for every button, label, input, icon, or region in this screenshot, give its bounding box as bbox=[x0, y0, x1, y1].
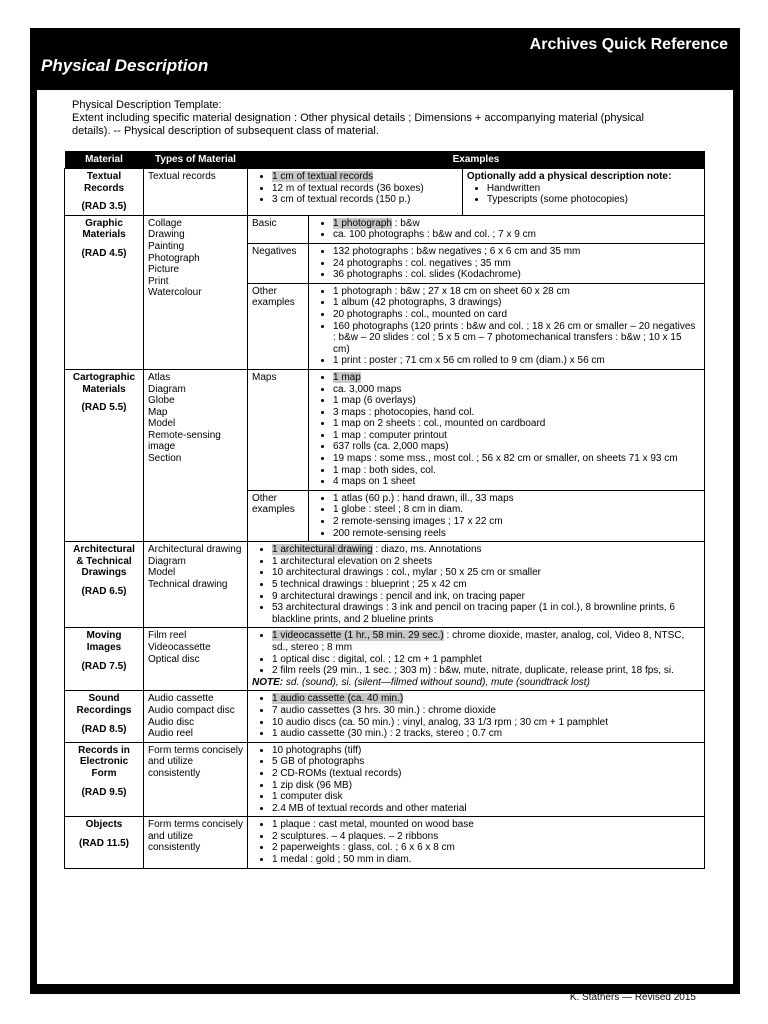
subcategory-label: Other examples bbox=[248, 283, 309, 369]
type-item: Audio cassette bbox=[148, 693, 214, 705]
types-cell bbox=[144, 628, 248, 691]
list-item: • 132 photographs : b&w negatives ; 6 x 6 cm and 35 mm bbox=[333, 246, 700, 258]
examples-list bbox=[252, 693, 700, 739]
list-item: • 1 map : both sides, col. bbox=[333, 465, 700, 477]
list-item: • 1 computer disk bbox=[272, 791, 700, 803]
types-cell bbox=[144, 369, 248, 541]
list-item: • 2 sculptures. – 4 plaques. – 2 ribbons bbox=[272, 831, 700, 843]
reference-table bbox=[64, 151, 705, 869]
material-cell bbox=[65, 215, 144, 369]
type-item: Form terms concisely and utilize consistently bbox=[148, 819, 244, 854]
type-item: Textual records bbox=[148, 171, 216, 182]
list-item: • ca. 3,000 maps bbox=[333, 384, 700, 396]
types-cell bbox=[144, 169, 248, 216]
type-item: Optical disc bbox=[148, 653, 200, 665]
sound-note bbox=[252, 677, 700, 689]
examples-cell bbox=[248, 742, 705, 817]
content-area bbox=[37, 90, 733, 984]
examples-list bbox=[313, 286, 700, 367]
material-cell bbox=[65, 691, 144, 742]
subcategory-label: Basic bbox=[248, 215, 309, 243]
material-cell bbox=[65, 628, 144, 691]
examples-list bbox=[252, 745, 700, 815]
list-item: • 160 photographs (120 prints : b&w and col. ; 18 x 26 cm or smaller – 20 negatives : b&w – 20 slides : col ; 5 x 5 cm – 7 photomechanical transfers : b&w ; 10 x 15 cm) bbox=[333, 321, 700, 356]
type-item: Atlas bbox=[148, 371, 171, 383]
material-cell bbox=[65, 369, 144, 541]
header-examples: Examples bbox=[248, 151, 705, 169]
example-detail: : diazo, ms. Annotations bbox=[372, 544, 482, 556]
types-cell bbox=[144, 817, 248, 868]
row-carto-maps bbox=[65, 369, 705, 490]
list-item: • 3 cm of textual records (150 p.) bbox=[272, 194, 458, 206]
example-detail: : chrome dioxide, master, analog, col, Video 8, NTSC, sd., stereo ; 8 mm bbox=[272, 630, 685, 653]
header-types: Types of Material bbox=[144, 151, 248, 169]
type-item: Audio compact disc bbox=[148, 704, 235, 716]
type-item: Audio disc bbox=[148, 716, 195, 728]
list-item: • 10 architectural drawings : col., mylar ; 50 x 25 cm or smaller bbox=[272, 567, 700, 579]
list-item: • 12 m of textual records (36 boxes) bbox=[272, 183, 458, 195]
type-item: Section bbox=[148, 453, 182, 465]
type-item: Diagram bbox=[148, 383, 186, 395]
list-item: • 53 architectural drawings : 3 ink and pencil on tracing paper (1 in col.), 8 brownline prints, 6 blackline prints, and 2 blueline prints bbox=[272, 602, 700, 625]
rad-reference: (RAD 3.5) bbox=[81, 201, 127, 213]
page-title: Physical Description bbox=[41, 56, 209, 75]
footer-credit: K. Stathers — Revised 2015 bbox=[569, 992, 696, 1003]
highlighted-example: 1 videocassette (1 hr., 58 min. 29 sec.) bbox=[272, 630, 444, 642]
list-item: • 1 plaque : cast metal, mounted on wood base bbox=[272, 819, 700, 831]
examples-cell bbox=[309, 215, 705, 243]
examples-cell bbox=[248, 817, 705, 868]
examples-cell bbox=[309, 369, 705, 490]
rad-reference: (RAD 8.5) bbox=[81, 723, 127, 735]
material-cell bbox=[65, 742, 144, 817]
examples-list bbox=[313, 218, 700, 241]
material-name: Moving Images bbox=[86, 630, 122, 653]
list-item: • 1 atlas (60 p.) : hand drawn, ill., 33 maps bbox=[333, 493, 700, 505]
document-series-title: Archives Quick Reference bbox=[529, 36, 728, 53]
rad-reference: (RAD 6.5) bbox=[81, 586, 127, 597]
material-name: Sound Recordings bbox=[76, 693, 132, 716]
list-item: • 1 print : poster ; 71 cm x 56 cm rolled to 9 cm (diam.) x 56 cm bbox=[333, 355, 700, 367]
examples-cell bbox=[309, 283, 705, 369]
list-item: • 24 photographs : col. negatives ; 35 mm bbox=[333, 258, 700, 270]
note-label: NOTE: bbox=[252, 676, 284, 688]
list-item: • 36 photographs : col. slides (Kodachrome) bbox=[333, 269, 700, 281]
examples-cell bbox=[309, 243, 705, 283]
list-item: • 1 medal : gold ; 50 mm in diam. bbox=[272, 854, 700, 866]
examples-cell bbox=[248, 628, 705, 691]
list-item: • Typescripts (some photocopies) bbox=[487, 194, 700, 206]
examples-cell bbox=[248, 542, 705, 628]
list-item: • 5 GB of photographs bbox=[272, 756, 700, 768]
list-item bbox=[272, 544, 700, 556]
types-cell bbox=[144, 215, 248, 369]
type-item: Painting bbox=[148, 240, 185, 252]
list-item bbox=[272, 171, 458, 183]
type-item: Videocassette bbox=[148, 641, 211, 653]
rad-reference: (RAD 9.5) bbox=[81, 786, 127, 798]
list-item: • 2 film reels (29 min., 1 sec. ; 303 m) : b&w, mute, nitrate, duplicate, release print, 18 fps, si. bbox=[272, 665, 700, 677]
note-title: Optionally add a physical description note: bbox=[466, 171, 672, 182]
template-text: Extent including specific material designation : Other physical details ; Dimensions + accompanying material (physical details). -- Physical description of subsequent class of material. bbox=[72, 112, 644, 137]
type-item: Photograph bbox=[148, 252, 200, 264]
list-item: • 1 globe : steel ; 8 cm in diam. bbox=[333, 504, 700, 516]
highlighted-example: 1 audio cassette (ca. 40 min.) bbox=[272, 693, 404, 705]
examples-list bbox=[252, 630, 700, 676]
optional-note-cell bbox=[462, 169, 704, 216]
material-name: Records in Electronic Form bbox=[78, 744, 130, 779]
list-item: • 1 photograph : b&w ; 27 x 18 cm on sheet 60 x 28 cm bbox=[333, 286, 700, 298]
subcategory-label: Other examples bbox=[248, 490, 309, 541]
template-intro bbox=[72, 99, 682, 138]
type-item: Diagram bbox=[148, 555, 186, 567]
list-item: • 2 paperweights : glass, col. ; 6 x 6 x 8 cm bbox=[272, 842, 700, 854]
list-item: • 10 audio discs (ca. 50 min.) : vinyl, analog, 33 1/3 rpm ; 30 cm + 1 pamphlet bbox=[272, 717, 700, 729]
type-item: Technical drawing bbox=[148, 579, 228, 590]
list-item: • Handwritten bbox=[487, 183, 700, 195]
list-item: • ca. 100 photographs : b&w and col. ; 7 x 9 cm bbox=[333, 229, 700, 241]
list-item: • 10 photographs (tiff) bbox=[272, 745, 700, 757]
type-item: Form terms concisely and utilize consistently bbox=[148, 744, 244, 779]
header-banner bbox=[30, 28, 740, 90]
list-item: • 2 remote-sensing images ; 17 x 22 cm bbox=[333, 516, 700, 528]
highlighted-example: 1 photograph bbox=[333, 217, 392, 229]
list-item: • 7 audio cassettes (3 hrs. 30 min.) : chrome dioxide bbox=[272, 705, 700, 717]
page-frame bbox=[30, 28, 740, 994]
list-item: • 1 zip disk (96 MB) bbox=[272, 780, 700, 792]
type-item: Collage bbox=[148, 217, 182, 229]
list-item bbox=[272, 630, 700, 653]
list-item: • 637 rolls (ca. 2,000 maps) bbox=[333, 441, 700, 453]
row-objects bbox=[65, 817, 705, 868]
examples-list bbox=[252, 171, 458, 206]
rad-reference: (RAD 4.5) bbox=[81, 247, 127, 259]
examples-list bbox=[313, 246, 700, 281]
type-item: Model bbox=[148, 418, 176, 430]
type-item: Watercolour bbox=[148, 287, 202, 299]
list-item: • 1 map : computer printout bbox=[333, 430, 700, 442]
list-item: • 19 maps : some mss., most col. ; 56 x 82 cm or smaller, on sheets 71 x 93 cm bbox=[333, 453, 700, 465]
type-item: Picture bbox=[148, 264, 180, 276]
highlighted-example: 1 architectural drawing bbox=[272, 544, 373, 556]
list-item bbox=[333, 372, 700, 384]
list-item: • 200 remote-sensing reels bbox=[333, 528, 700, 540]
list-item: • 2 CD-ROMs (textual records) bbox=[272, 768, 700, 780]
list-item: • 1 map (6 overlays) bbox=[333, 395, 700, 407]
examples-list bbox=[252, 544, 700, 625]
example-detail: : b&w bbox=[391, 217, 420, 229]
list-item: • 9 architectural drawings : pencil and ink, on tracing paper bbox=[272, 591, 700, 603]
material-name: Objects bbox=[85, 819, 123, 831]
highlighted-example: 1 map bbox=[333, 371, 361, 383]
row-architectural bbox=[65, 542, 705, 628]
material-name: Architectural & Technical Drawings bbox=[73, 544, 135, 579]
row-moving-images bbox=[65, 628, 705, 691]
rad-reference: (RAD 11.5) bbox=[78, 837, 129, 849]
row-sound-recordings bbox=[65, 691, 705, 742]
list-item bbox=[272, 693, 700, 705]
row-electronic bbox=[65, 742, 705, 817]
material-cell bbox=[65, 169, 144, 216]
type-item: Print bbox=[148, 275, 169, 287]
type-item: Remote-sensing image bbox=[148, 429, 221, 453]
note-text: sd. (sound), si. (silent—filmed without sound), mute (soundtrack lost) bbox=[283, 676, 590, 688]
rad-reference: (RAD 7.5) bbox=[81, 660, 127, 672]
list-item: • 1 optical disc : digital, col. ; 12 cm + 1 pamphlet bbox=[272, 654, 700, 666]
material-cell bbox=[65, 817, 144, 868]
list-item bbox=[333, 218, 700, 230]
material-name: Textual Records bbox=[83, 171, 124, 194]
examples-cell bbox=[309, 490, 705, 541]
types-cell bbox=[144, 691, 248, 742]
material-cell bbox=[65, 542, 144, 628]
list-item: • 1 map on 2 sheets : col., mounted on cardboard bbox=[333, 418, 700, 430]
table-header-row bbox=[65, 151, 705, 169]
type-item: Audio reel bbox=[148, 728, 194, 740]
list-item: • 1 architectural elevation on 2 sheets bbox=[272, 556, 700, 568]
types-cell bbox=[144, 542, 248, 628]
list-item: • 1 audio cassette (30 min.) : 2 tracks, stereo ; 0.7 cm bbox=[272, 728, 700, 740]
row-textual bbox=[65, 169, 705, 216]
examples-list bbox=[313, 493, 700, 539]
type-item: Globe bbox=[148, 395, 175, 407]
material-name: Cartographic Materials bbox=[72, 371, 136, 395]
type-item: Drawing bbox=[148, 229, 185, 241]
list-item: • 4 maps on 1 sheet bbox=[333, 476, 700, 488]
type-item: Film reel bbox=[148, 630, 187, 642]
list-item: • 3 maps : photocopies, hand col. bbox=[333, 407, 700, 419]
material-name: Graphic Materials bbox=[82, 217, 126, 241]
types-cell bbox=[144, 742, 248, 817]
list-item: • 1 album (42 photographs, 3 drawings) bbox=[333, 297, 700, 309]
type-item: Map bbox=[148, 406, 168, 418]
subcategory-label: Negatives bbox=[248, 243, 309, 283]
list-item: • 2.4 MB of textual records and other material bbox=[272, 803, 700, 815]
template-heading: Physical Description Template: bbox=[72, 99, 222, 111]
examples-list bbox=[313, 372, 700, 488]
note-list bbox=[467, 183, 700, 206]
rad-reference: (RAD 5.5) bbox=[81, 402, 127, 414]
examples-list bbox=[252, 819, 700, 865]
type-item: Architectural drawing bbox=[148, 544, 242, 556]
subcategory-label: Maps bbox=[248, 369, 309, 490]
examples-cell bbox=[248, 691, 705, 742]
row-graphic-basic bbox=[65, 215, 705, 243]
type-item: Model bbox=[148, 567, 176, 579]
highlighted-example: 1 cm of textual records bbox=[272, 171, 374, 182]
examples-cell bbox=[248, 169, 463, 216]
header-material: Material bbox=[65, 151, 144, 169]
list-item: • 20 photographs : col., mounted on card bbox=[333, 309, 700, 321]
list-item: • 5 technical drawings : blueprint ; 25 x 42 cm bbox=[272, 579, 700, 591]
